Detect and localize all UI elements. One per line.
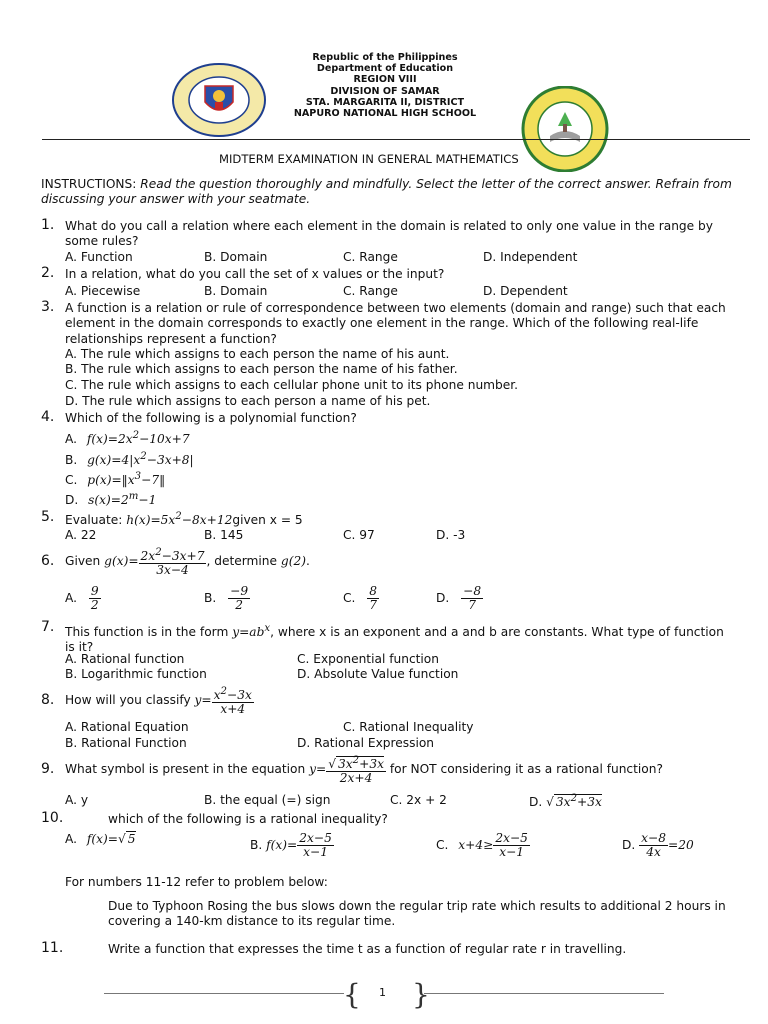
header-line: DIVISION OF SAMAR — [330, 85, 440, 97]
choice-b: B. f(x)= $\frac{2x-5}{x-1}$ — [250, 831, 332, 859]
question-text: Evaluate: $h(x)=5x^2-8x+12given$ x = 5 — [65, 511, 303, 528]
question-number: 3. — [41, 299, 55, 315]
choice-b: B. The rule which assigns to each person the name of his father. — [65, 362, 458, 376]
instructions-text: Read the question thoroughly and mindfully. Select the letter of the correct answer. Refrain from discussing your answer with your seatmate. — [41, 177, 732, 206]
question-text-post: , where x is an exponent and a and b are constants. What type of function is it? — [65, 625, 724, 655]
question-text-pre: This function is in the form — [65, 625, 229, 640]
choice-b: B. Domain — [204, 284, 268, 298]
question-text: Which of the following is a polynomial function? — [65, 411, 357, 425]
question-number: 6. — [41, 553, 55, 569]
choice-d: D. $\frac{x-8}{4x}$ =20 — [622, 831, 694, 859]
question-text-post: given x = 5 — [232, 513, 303, 528]
choice-b: B. Logarithmic function — [65, 667, 207, 681]
question-text-pre: How will you classify — [65, 693, 191, 708]
question-number: 7. — [41, 619, 55, 635]
choice-c: C. Range — [343, 284, 398, 298]
choice-d: D. Absolute Value function — [297, 667, 459, 681]
choice-letter: D. — [65, 493, 79, 508]
choice-letter: A. — [65, 832, 77, 846]
choice-a: A. $f(x)=2x^2-10x+7$ — [65, 430, 190, 447]
choice-letter: C. — [436, 838, 449, 852]
question-text: What symbol is present in the equation y= $\frac{√ 3x^2+3x}{2x+4}$ for NOT considering it as a rational function? — [65, 755, 663, 786]
choice-a: A. Rational function — [65, 652, 185, 666]
choice-c: C. 97 — [343, 528, 375, 542]
question-text-post: , determine — [206, 554, 278, 569]
choice-a: A. Rational Equation — [65, 720, 189, 734]
choice-a: A. 22 — [65, 528, 97, 542]
question-number: 1. — [41, 217, 55, 233]
choice-c: C. 2x + 2 — [390, 793, 447, 807]
question-text: This function is in the form $y=ab^x$, where x is an exponent and a and b are constants. What type of function is it? — [65, 623, 724, 655]
choice-c: C. x+4≥ $\frac{2x-5}{x-1}$ — [436, 831, 528, 859]
choice-letter: C. — [343, 591, 356, 605]
question-text-pre: Given — [65, 554, 101, 569]
choice-b: B. the equal (=) sign — [204, 793, 331, 807]
choice-b: B. Rational Function — [65, 736, 187, 750]
question-text-post: for NOT considering it as a rational function? — [389, 762, 663, 777]
choice-d: D. The rule which assigns to each person a name of his pet. — [65, 394, 431, 408]
choice-d: D. $\frac{-8}{7}$ — [436, 584, 482, 612]
choice-letter: D. — [622, 838, 636, 852]
footer-brace-left: { — [343, 978, 361, 1011]
question-text: In a relation, what do you call the set of x values or the input? — [65, 267, 445, 281]
choice-a: A. f(x)=√ 5 — [65, 832, 136, 846]
header-line: Department of Education — [316, 63, 454, 75]
choice-c: C. The rule which assigns to each cellular phone unit to its phone number. — [65, 378, 519, 392]
question-text: A function is a relation or rule of correspondence between two elements (domain and range) such that each element in the domain corresponds to exactly one element in the range. Which of the following real-life relationships represent a function? — [65, 301, 726, 346]
choice-b: B. $g(x)=4|x^2-3x+8|$ — [65, 451, 194, 468]
choice-letter: B. — [65, 453, 78, 468]
question-text-pre: What symbol is present in the equation — [65, 762, 306, 777]
question-text: Given g(x)= $\frac{2x^2-3x+7}{3x-4}$ , determine g(2). — [65, 547, 310, 578]
choice-letter: C. — [65, 473, 78, 488]
question-text: What do you call a relation where each element in the domain is related to only one value in the range by some rules? — [65, 219, 713, 249]
question-number: 4. — [41, 409, 55, 425]
exam-title: MIDTERM EXAMINATION IN GENERAL MATHEMATICS — [219, 152, 519, 166]
header-line: Republic of the Philippines — [312, 52, 458, 63]
choice-b: B. $\frac{-9}{2}$ — [204, 584, 249, 612]
header-line: STA. MARGARITA II, DISTRICT — [305, 96, 465, 108]
school-header — [250, 52, 520, 119]
choice-c: C. $\frac{8}{7}$ — [343, 584, 378, 612]
choice-a: A. $\frac{9}{2}$ — [65, 584, 99, 612]
instructions — [41, 177, 753, 207]
question-number: 5. — [41, 509, 55, 525]
question-text-pre: Evaluate: — [65, 513, 123, 528]
question-text: Write a function that expresses the time t as a function of regular rate r in travelling. — [108, 942, 627, 956]
choice-d: D. Rational Expression — [297, 736, 435, 750]
choice-c: C. Exponential function — [297, 652, 439, 666]
choice-d: D. √ $3x^2+3x$ — [529, 793, 602, 810]
choice-b: B. 145 — [204, 528, 244, 542]
choice-d: D. Independent — [483, 250, 578, 264]
choice-d: D. -3 — [436, 528, 466, 542]
choice-a: A. y — [65, 793, 89, 807]
choice-d: D. Dependent — [483, 284, 568, 298]
school-seal-logo — [520, 86, 610, 172]
footer-line-left — [104, 993, 344, 994]
question-number: 11. — [41, 940, 64, 956]
reference-note: For numbers 11-12 refer to problem below: — [65, 875, 328, 889]
choice-a: A. Function — [65, 250, 133, 264]
footer-brace-right: } — [412, 978, 430, 1011]
choice-letter: A. — [65, 432, 77, 447]
choice-a: A. Piecewise — [65, 284, 141, 298]
choice-letter: D. — [529, 795, 543, 810]
choice-c: C. Rational Inequality — [343, 720, 474, 734]
choice-c: C. Range — [343, 250, 398, 264]
question-number: 8. — [41, 692, 55, 708]
choice-b: B. Domain — [204, 250, 268, 264]
choice-letter: B. — [250, 838, 263, 852]
header-line: NAPURO NATIONAL HIGH SCHOOL — [293, 108, 477, 120]
question-text: How will you classify y= $\frac{x^2-3x}{x+4}$ — [65, 686, 252, 717]
choice-letter: A. — [65, 591, 77, 605]
word-problem: Due to Typhoon Rosing the bus slows down the regular trip rate which results to additional 2 hours in covering a 140-km distance to its regular time. — [108, 899, 726, 929]
choice-letter: D. — [436, 591, 450, 605]
header-line: REGION VIII — [353, 74, 417, 86]
question-number: 2. — [41, 265, 55, 281]
question-number: 10. — [41, 810, 64, 826]
question-number: 9. — [41, 761, 55, 777]
header-divider — [42, 139, 750, 140]
instructions-label: INSTRUCTIONS: — [41, 177, 137, 191]
footer-line-right — [424, 993, 664, 994]
choice-a: A. The rule which assigns to each person the name of his aunt. — [65, 347, 450, 361]
choice-d: D. $s(x)=2^m-1$ — [65, 491, 157, 508]
choice-c: C. $p(x)=‖x^3-7‖$ — [65, 471, 166, 488]
question-text: which of the following is a rational inequality? — [108, 812, 388, 826]
page-number: 1 — [379, 986, 386, 999]
choice-letter: B. — [204, 591, 217, 605]
